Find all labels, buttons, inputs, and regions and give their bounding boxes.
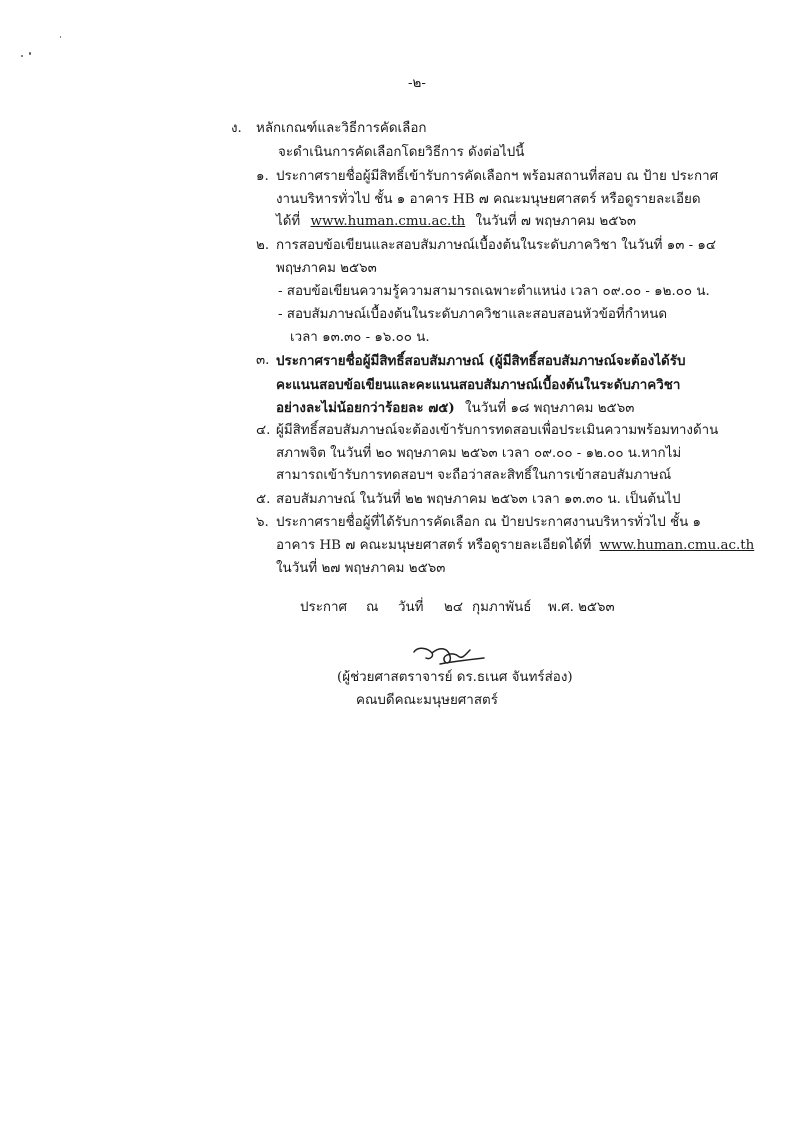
scan-speck [60, 36, 61, 38]
item-text: การสอบข้อเขียนและสอบสัมภาษณ์เบื้องต้นในระดับภาควิชา ในวันที่ ๑๓ - ๑๔ [276, 238, 717, 253]
item-text: อย่างละไม่น้อยกว่าร้อยละ ๗๕) [276, 400, 455, 416]
announce-month: กุมภาพันธ์ [472, 600, 532, 615]
announce-label: ประกาศ [300, 600, 348, 615]
item-text: อาคาร HB ๗ คณะมนุษยศาสตร์ หรือดูรายละเอียดได้ที่ [276, 538, 592, 553]
section-title: หลักเกณฑ์และวิธีการคัดเลือก [256, 121, 427, 136]
signature-image [410, 640, 490, 672]
item-number: ๒. [256, 238, 270, 253]
item-text: ประกาศรายชื่อผู้มีสิทธิ์เข้ารับการคัดเลือกฯ พร้อมสถานที่สอบ ณ ป้าย ประกาศ [276, 169, 719, 184]
announce-year: พ.ศ. ๒๕๖๓ [548, 600, 615, 615]
section-intro: จะดำเนินการคัดเลือกโดยวิธีการ ดังต่อไปนี้ [278, 145, 525, 160]
sub-item-text: - สอบสัมภาษณ์เบื้องต้นในระดับภาควิชาและสอบสอนหัวข้อที่กำหนด [278, 307, 668, 322]
item-text: ได้ที่ [276, 214, 301, 229]
item-text: สามารถเข้ารับการทดสอบฯ จะถือว่าสละสิทธิ์ในการเข้าสอบสัมภาษณ์ [276, 468, 672, 483]
scan-speck [21, 55, 23, 57]
item-text: ประกาศรายชื่อผู้ที่ได้รับการคัดเลือก ณ ป้ายประกาศงานบริหารทั่วไป ชั้น ๑ [276, 515, 701, 530]
item-number: ๑. [256, 169, 269, 184]
item-text: สภาพจิต ในวันที่ ๒๐ พฤษภาคม ๒๕๖๓ เวลา ๐๙.๐๐ - ๑๒.๐๐ น.หากไม่ [276, 446, 682, 461]
item-number: ๔. [256, 423, 271, 438]
item-text: งานบริหารทั่วไป ชั้น ๑ อาคาร HB ๗ คณะมนุษยศาสตร์ หรือดูรายละเอียด [276, 192, 701, 207]
item-text: คะแนนสอบข้อเขียนและคะแนนสอบสัมภาษณ์เบื้องต้นในระดับภาควิชา [276, 377, 681, 393]
signer-name: (ผู้ช่วยศาสตราจารย์ ดร.ธเนศ จันทร์ส่อง) [337, 670, 573, 685]
scan-speck [29, 52, 31, 55]
section-number: ง. [231, 121, 242, 136]
item-text: ประกาศรายชื่อผู้มีสิทธิ์สอบสัมภาษณ์ (ผู้มีสิทธิ์สอบสัมภาษณ์จะต้องได้รับ [276, 353, 686, 369]
announce-date-label: วันที่ [398, 600, 424, 615]
item-text: สอบสัมภาษณ์ ในวันที่ ๒๒ พฤษภาคม ๒๕๖๓ เวลา ๑๓.๓๐ น. เป็นต้นไป [276, 492, 681, 507]
item-text: ในวันที่ ๒๗ พฤษภาคม ๒๕๖๓ [276, 561, 446, 576]
item-number: ๖. [256, 515, 269, 530]
announce-at: ณ [366, 600, 379, 615]
website-link[interactable]: www.human.cmu.ac.th [599, 538, 755, 553]
item-text: ในวันที่ ๗ พฤษภาคม ๒๕๖๓ [475, 214, 637, 229]
page-number: -๒- [408, 76, 426, 91]
item-text [276, 537, 754, 555]
announce-day: ๒๔ [444, 600, 463, 615]
website-link[interactable]: www.human.cmu.ac.th [310, 214, 466, 229]
item-text: พฤษภาคม ๒๕๖๓ [276, 261, 377, 276]
item-number: ๕. [256, 492, 271, 507]
item-text [276, 213, 636, 231]
item-number: ๓. [256, 353, 270, 368]
sub-item-text: เวลา ๑๓.๓๐ - ๑๖.๐๐ น. [290, 330, 430, 345]
item-text: ในวันที่ ๑๘ พฤษภาคม ๒๕๖๓ [465, 401, 635, 416]
item-text: ผู้มีสิทธิ์สอบสัมภาษณ์จะต้องเข้ารับการทดสอบเพื่อประเมินความพร้อมทางด้าน [276, 423, 719, 438]
item-text [276, 399, 634, 418]
signer-position: คณบดีคณะมนุษยศาสตร์ [356, 693, 498, 708]
sub-item-text: - สอบข้อเขียนความรู้ความสามารถเฉพาะตำแหน่ง เวลา ๐๙.๐๐ - ๑๒.๐๐ น. [278, 284, 710, 299]
